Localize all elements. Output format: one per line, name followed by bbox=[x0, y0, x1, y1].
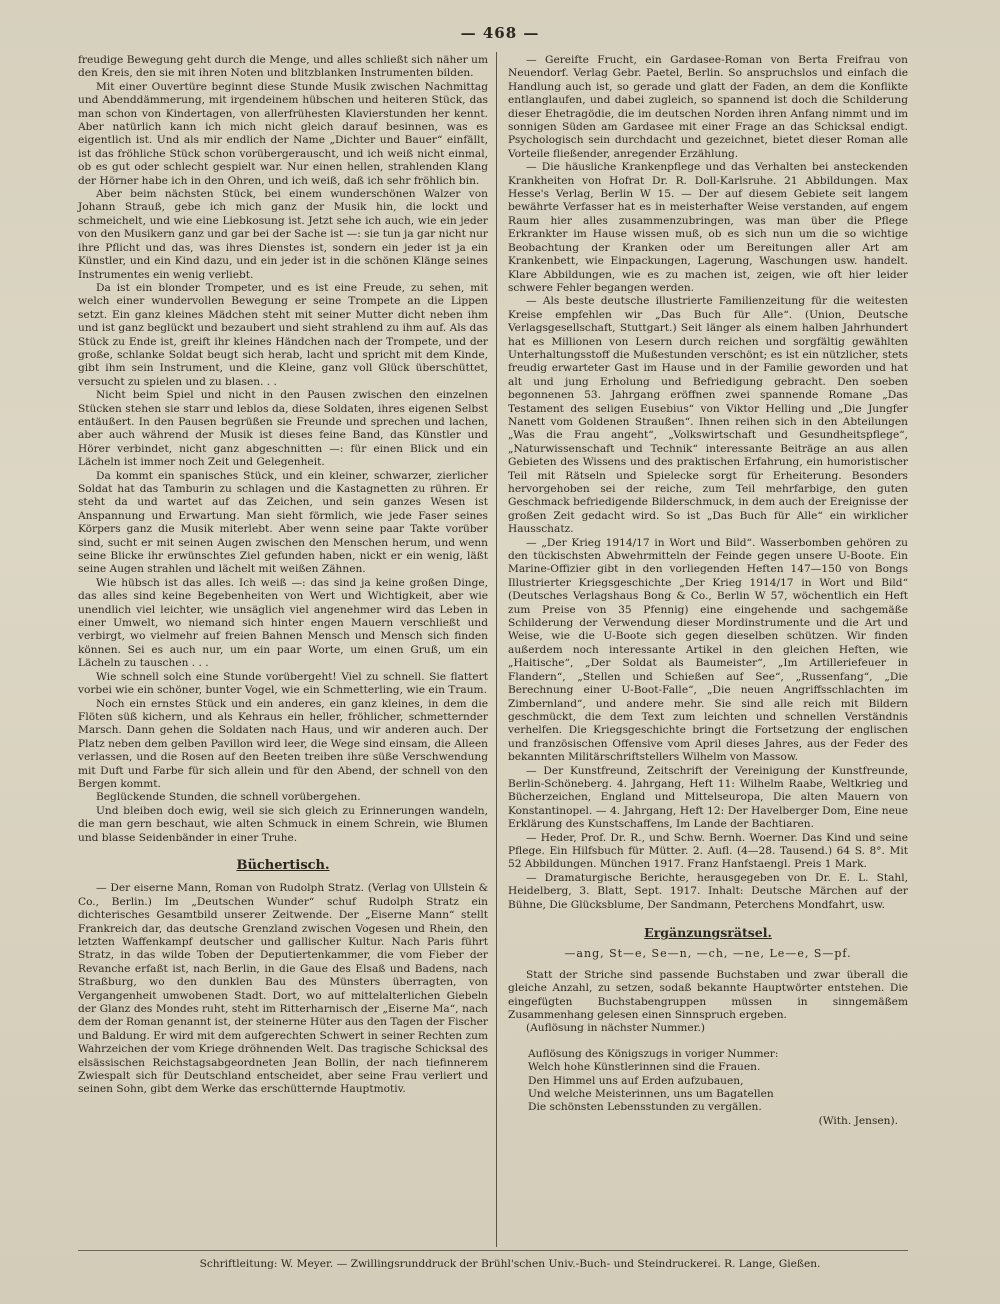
book-review: — Der eiserne Mann, Roman von Rudolph Stratz. (Verlag von Ullstein & Co., Berlin.) Im „Deutschen Wunder“ schuf Rudolph Stratz ein dichterisches Gesamtbild unserer Zeitwende. Der „Eiserne Mann“ stellt Frankreich dar, das deutsche Grenzland zwischen Vogesen und Rhein, den letzten Waffenkampf deutscher und gallischer Kultur. Nach Paris führt Stratz, in das wilde Toben der Deputiertenkammer, die vom Fieber der Revanche erfaßt ist, nach Berlin, in die Gaue des Elsaß und Badens, nach Straßburg, wo den dunklen Bau des Münsters überragten, von Vergangenheit umwobenen Stadt. Dort, wo auf mittelalterlichen Giebeln der Glanz des Mondes ruht, steht im Ritterharnisch der „Eiserne Ma“, nach dem der Roman genannt ist, der steinerne Hüter aus den Tagen der Fischer und Baldung. Er wird mit dem aufgerechten Schwert in seiner Rechten zum Wahrzeichen der vom Kriege dröhnenden Welt. Das tragische Schicksal des elsässischen Reichstagsabgeordneten Jean Bollin, der nach tiefinnerem Zwiespalt sich für Deutschland entscheidet, aber seine Frau verliert und seinen Sohn, gibt dem Werke das erschütternde Hauptmotiv. bbox=[78, 882, 488, 1096]
page-number: — 468 — bbox=[460, 24, 540, 42]
paragraph: Wie schnell solch eine Stunde vorübergeht! Viel zu schnell. Sie flattert vorbei wie ein schöner, bunter Vogel, wie ein Schmetterling, wie ein Traum. bbox=[78, 670, 488, 697]
puzzle-letters: —ang, St—e, Se—n, —ch, —ne, Le—e, S—pf. bbox=[564, 947, 852, 961]
paragraph: Wie hübsch ist das alles. Ich weiß —: das sind ja keine großen Dinge, das alles sind keine Begebenheiten von Wert und Wichtigkeit, aber wie unendlich viel leichter, wie unsäglich viel angenehmer wird das Leben in einer Umwelt, wo niemand sich hinter engen Mauern verschließt und verbirgt, wo vielmehr auf freien Bahnen Mensch und Mensch sich finden können. Sei es auch nur, um ein paar Worte, um einen Gruß, um ein Lächeln zu tauschen . . . bbox=[78, 576, 488, 670]
puzzle-note: (Auflösung in nächster Nummer.) bbox=[526, 1022, 706, 1035]
paragraph: Und bleiben doch ewig, weil sie sich gleich zu Erinnerungen wandeln, die man gern beschaut, wie alten Schmuck in einem Schrein, wie Blumen und blasse Seidenbänder in einer Truhe. bbox=[78, 804, 488, 844]
footer-rule bbox=[78, 1250, 908, 1251]
column-divider bbox=[496, 52, 497, 1247]
paragraph: Da kommt ein spanisches Stück, und ein kleiner, schwarzer, zierlicher Soldat hat das Tamburin zu schlagen und die Kastagnetten zu rühren. Er steht da und wartet auf das Zeichen, und sein ganzes Wesen ist Anspannung und Erwartung. Man sieht förmlich, wie jede Faser seines Körpers ganz die Musik miterlebt. Aber wenn seine paar Takte vorüber sind, sucht er mit seinen Augen zwischen den Menschen herum, und wenn seine Blicke ihr erwünschtes Ziel gefunden haben, nickt er ein wenig, läßt seine Augen strahlen und lächelt mit weißen Zähnen. bbox=[78, 469, 488, 576]
book-review: — Der Kunstfreund, Zeitschrift der Vereinigung der Kunstfreunde, Berlin-Schöneberg. 4. Jahrgang, Heft 11: Wilhelm Raabe, Weltkrieg und Bücherzeichen, England und Mittelseuropa, Die alten Mauern von Konstantinopel. — 4. Jahrgang, Heft 12: Der Havelberger Dom, Eine neue Erklärung des Kunstschaffens, Im Lande der Bachtiaren. bbox=[508, 764, 908, 831]
section-heading: Büchertisch. bbox=[236, 857, 330, 873]
solution-heading: Auflösung des Königszugs in voriger Nummer: bbox=[528, 1047, 779, 1060]
book-review: — Als beste deutsche illustrierte Familienzeitung für die weitesten Kreise empfehlen wir „Das Buch für Alle“. (Union, Deutsche Verlagsgesellschaft, Stuttgart.) Seit länger als einem halben Jahrhundert hat es Millionen von Lesern durch reichen und sorgfältig gewählten Unterhaltungsstoff die Mußestunden verschönt; es ist ein nützlicher, stets freudig erwarteter Gast im Hause und in der Familie geworden und hat alt und jung Erholung und Befriedigung gebracht. Den soeben begonnenen 53. Jahrgang eröffnen zwei spannende Romane „Das Testament des seligen Eusebius“ von Viktor Helling und „Die Jungfer Nanett vom Goldenen Straußen“. Ihnen reihen sich in den Abteilungen „Was die Frau angeht“, „Volkswirtschaft und Gesundheitspflege“, „Naturwissenschaft und Technik“ interessante Beiträge an aus allen Gebieten des Wissens und des praktischen Erfahrung, ein humoristischer Teil mit Rätseln und Spielecke sorgt für Erheiterung. Besonders hervorgehoben sei der reiche, zum Teil mehrfarbige, den guten Geschmack befriedigende Bilderschmuck, in dem auch der Ereignisse der großen Zeit gedacht wird. So ist „Das Buch für Alle“ ein wirklicher Hausschatz. bbox=[508, 295, 908, 536]
paragraph: Beglückende Stunden, die schnell vorübergehen. bbox=[96, 791, 361, 804]
puzzle-title: Ergänzungsrätsel. bbox=[644, 925, 772, 940]
solution-line: Den Himmel uns auf Erden aufzubauen, bbox=[528, 1074, 744, 1087]
puzzle-solution bbox=[508, 1048, 908, 1128]
solution-line: Und welche Meisterinnen, uns um Bagatellen bbox=[528, 1088, 774, 1101]
book-review: — Gereifte Frucht, ein Gardasee-Roman von Berta Freifrau von Neuendorf. Verlag Gebr. Paetel, Berlin. So anspruchslos und einfach die Handlung auch ist, so gerade und glatt der Faden, an dem die Konflikte entlanglaufen, und dabei zugleich, so spannend ist doch die Schilderung dieser Ehetragödie, die im deutschen Norden ihren Anfang nimmt und im sonnigen Süden am Gardasee mit einer Frage an das Schicksal endigt. Psychologisch sein durchdacht und gezeichnet, bietet dieser Roman alle Vorteile fließender, anregender Erzählung. bbox=[508, 54, 908, 160]
book-review: — „Der Krieg 1914/17 in Wort und Bild“. Wasserbomben gehören zu den tückischsten Abwehrmitteln der Feinde gegen unsere U-Boote. Ein Marine-Offizier gibt in den vorliegenden Heften 147—150 von Bongs Illustrierter Kriegsgeschichte „Der Krieg 1914/17 in Wort und Bild“ (Deutsches Verlagshaus Bong & Co., Berlin W 57, wöchentlich ein Heft zum Preise von 35 Pfennig) eine eingehende und sachgemäße Schilderung der Verwendung dieser Mordinstrumente und die Art und Weise, wie die U-Boote sich gegen dieselben schützen. Wir finden außerdem noch interessante Artikel in den gleichen Heften, wie „Haitische“, „Der Soldat als Baumeister“, „Im Artilleriefeuer in Flandern“, „Stellen und Schießen auf See“, „Russenfang“, „Die Berechnung einer U-Boot-Falle“, „Die neuen Angriffsschlachten im Zimbernland“, und andere mehr. Sie sind alle reich mit Bildern geschmückt, die dem Text zum leichten und schnellen Verständnis verhelfen. Die Kriegsgeschichte bringt die Fortsetzung der englischen und französischen Offensive vom April dieses Jahres, aus der Feder des bekannten Militärschriftstellers Wilhelm von Massow. bbox=[508, 536, 908, 764]
right-column bbox=[508, 54, 908, 1128]
book-review: — Dramaturgische Berichte, herausgegeben von Dr. E. L. Stahl, Heidelberg, 3. Blatt, Sept. 1917. Inhalt: Deutsche Märchen auf der Bühne, Die Glücksblume, Der Sandmann, Peterchens Mondfahrt, usw. bbox=[508, 871, 908, 911]
solution-line: Die schönsten Lebensstunden zu vergällen. bbox=[528, 1101, 762, 1114]
paragraph: Mit einer Ouvertüre beginnt diese Stunde Musik zwischen Nachmittag und Abenddämmerung, mit irgendeinem hübschen und heiteren Stück, das man schon von Kindertagen, von allerfrühesten Klavierstunden her kennt. Aber natürlich kann ich mich nicht gleich darauf besinnen, was es eigentlich ist. Und als mir endlich der Name „Dichter und Bauer“ einfällt, ist das fröhliche Stück schon vorübergerauscht, und ich weiß nicht einmal, ob es gut oder schlecht gespielt war. Nur einen hellen, strahlenden Klang der Hörner habe ich in den Ohren, und ich weiß, daß ich sehr fröhlich bin. bbox=[78, 80, 488, 187]
paragraph: Aber beim nächsten Stück, bei einem wunderschönen Walzer von Johann Strauß, gebe ich mich ganz der Musik hin, die lockt und schmeichelt, und wie eine Liebkosung ist. Jetzt sehe ich auch, wie ein jeder von den Musikern ganz und gar bei der Sache ist —: sie tun ja gar nicht nur ihre Pflicht und das, was ihres Dienstes ist, sondern ein jeder ist ja ein Künstler, und ein Kind dazu, und ein jeder ist in die schönen Klänge seines Instrumentes ein wenig verliebt. bbox=[78, 188, 488, 281]
solution-signature: (With. Jensen). bbox=[818, 1114, 898, 1127]
puzzle-instructions: Statt der Striche sind passende Buchstaben und zwar überall die gleiche Anzahl, zu setzen, sodaß bekannte Hauptwörter entstehen. Die eingefügten Buchstabengruppen müssen in sinngemäßem Zusammenhang gelesen einen Sinnspruch ergeben. bbox=[508, 968, 908, 1022]
book-review: — Heder, Prof. Dr. R., und Schw. Bernh. Woerner. Das Kind und seine Pflege. Ein Hilfsbuch für Mütter. 2. Aufl. (4—28. Tausend.) 64 S. 8°. Mit 52 Abbildungen. München 1917. Franz Hanfstaengl. Preis 1 Mark. bbox=[508, 831, 908, 871]
paragraph: Nicht beim Spiel und nicht in den Pausen zwischen den einzelnen Stücken stehen sie starr und leblos da, diese Soldaten, ihres eigenen Selbst entäußert. In den Pausen begrüßen sie Freunde und sprechen und lachen, aber auch während der Musik ist dieses feine Band, das Künstler und Hörer verbindet, nicht ganz abgeschnitten —: für einen Blick und ein Lächeln ist immer noch Zeit und Gelegenheit. bbox=[78, 389, 488, 469]
paragraph: freudige Bewegung geht durch die Menge, und alles schließt sich näher um den Kreis, den sie mit ihren Noten und blitzblanken Instrumenten bilden. bbox=[78, 54, 488, 80]
paragraph: Noch ein ernstes Stück und ein anderes, ein ganz kleines, in dem die Flöten süß kichern, und als Kehraus ein heller, fröhlicher, schmetternder Marsch. Dann gehen die Soldaten nach Haus, und wir anderen auch. Der Platz neben dem gelben Pavillon wird leer, die Wege sind einsam, die Alleen verlassen, und die Rosen auf den Beeten treiben ihre süße Verschwendung mit Duft und Farbe für sich allein und für den Abend, der schnell von den Bergen kommt. bbox=[78, 697, 488, 790]
book-review: — Die häusliche Krankenpflege und das Verhalten bei ansteckenden Krankheiten von Hofrat Dr. R. Doll-Karlsruhe. 21 Abbildungen. Max Hesse's Verlag, Berlin W 15. — Der auf diesem Gebiete seit langem bewährte Verfasser hat es in meisterhafter Weise verstanden, auf engem Raum hier alles zusammenzubringen, was man über die Pflege Erkrankter im Hause wissen muß, ob es sich nun um die so wichtige Beobachtung der Kranken oder um Bereitungen aller Art am Krankenbett, wie Einpackungen, Lagerung, Waschungen usw. handelt. Klare Abbildungen, wie es zu machen ist, zeigen, wie oft hier leider schwere Fehler begangen werden. bbox=[508, 161, 908, 294]
left-column bbox=[78, 54, 488, 1097]
imprint-footer: Schriftleitung: W. Meyer. — Zwillingsrunddruck der Brühl'schen Univ.-Buch- und Steindruckerei. R. Lange, Gießen. bbox=[199, 1258, 821, 1270]
paragraph: Da ist ein blonder Trompeter, und es ist eine Freude, zu sehen, mit welch einer wundervollen Bewegung er seine Trompete an die Lippen setzt. Ein ganz kleines Mädchen steht mit seiner Mutter dicht neben ihm und ist ganz beglückt und bezaubert und sieht strahlend zu ihm auf. Als das Stück zu Ende ist, greift ihr kleines Händchen nach der Trompete, und der große, schlanke Soldat beugt sich herab, lacht und spricht mit dem Kinde, gibt ihm sein Instrument, und die Kleine, ganz voll Glück überschüttet, versucht zu spielen und zu blasen. . . bbox=[78, 281, 488, 388]
puzzle-box bbox=[508, 926, 908, 1036]
solution-line: Welch hohe Künstlerinnen sind die Frauen. bbox=[528, 1061, 761, 1074]
